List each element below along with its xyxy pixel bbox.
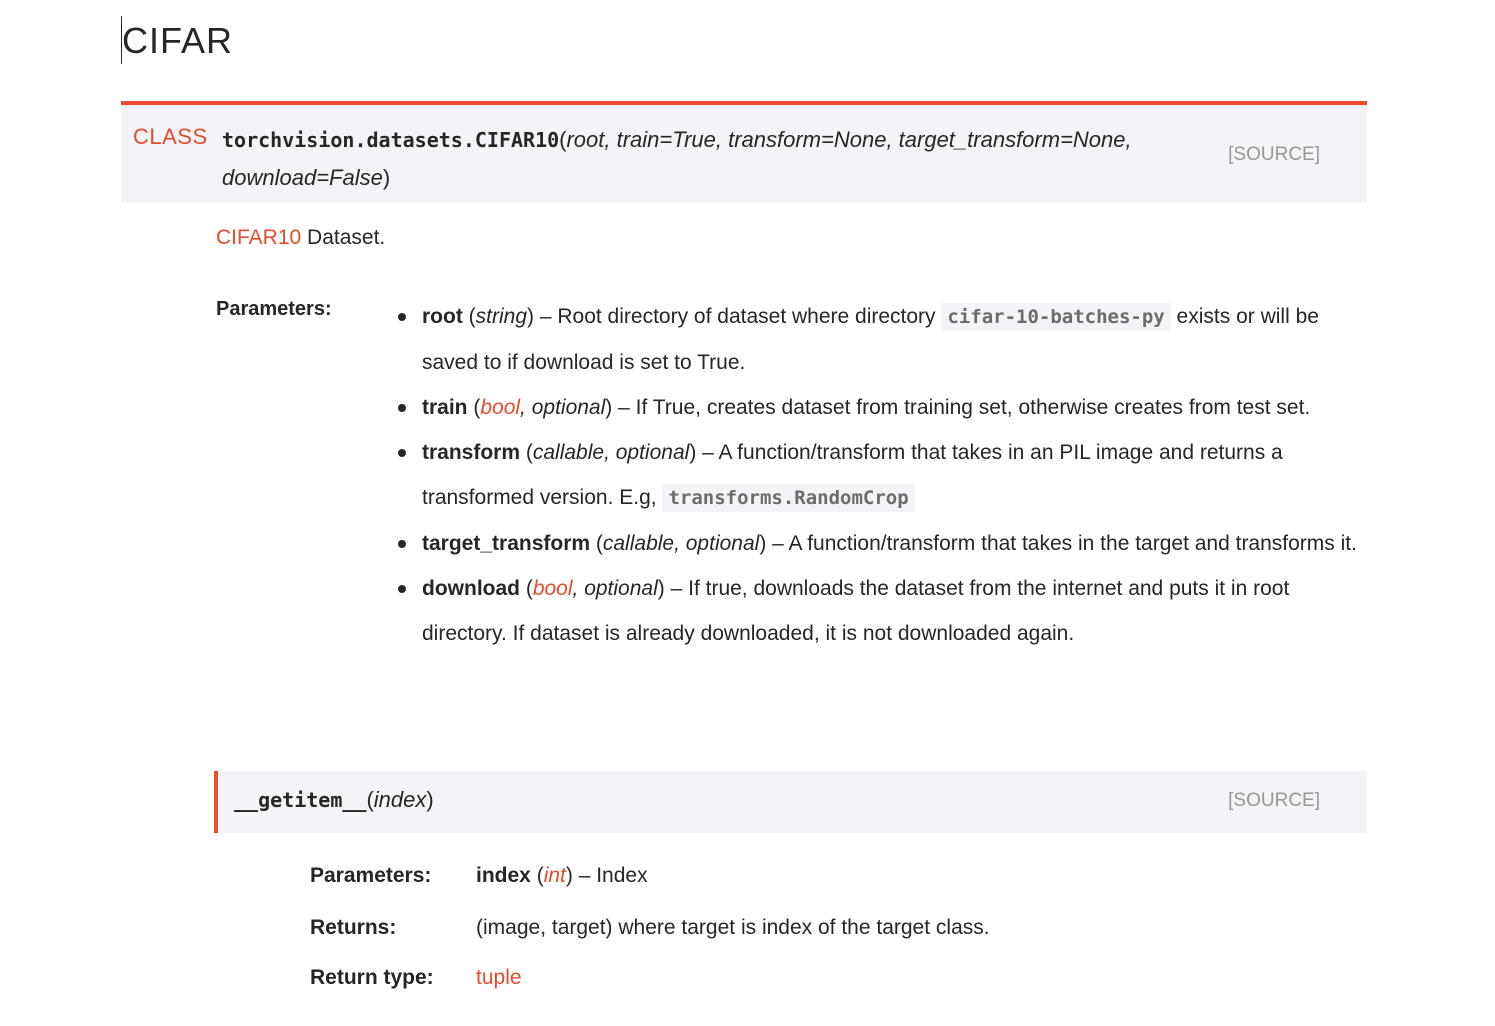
class-signature <box>121 101 1367 203</box>
param-name: root <box>422 305 463 328</box>
method-signature <box>214 771 1367 833</box>
class-signature-text <box>222 121 1222 197</box>
param-type-close: ) <box>689 441 697 464</box>
method-source-link[interactable]: [SOURCE] <box>1228 790 1320 811</box>
bullet-icon <box>398 540 406 548</box>
close-paren: ) <box>382 165 391 190</box>
bullet-icon <box>398 404 406 412</box>
param-type-open: ( <box>520 577 533 600</box>
inline-code: transforms.RandomCrop <box>662 484 914 512</box>
param-type-extra: , optional <box>520 396 606 419</box>
tuple-type-link[interactable]: tuple <box>476 966 522 989</box>
param-type-close: ) <box>657 577 665 600</box>
param-type-close: ) <box>565 864 573 887</box>
bool-type-link[interactable]: bool <box>532 577 573 600</box>
param-type: callable, optional <box>532 441 690 464</box>
list-item <box>395 294 1365 385</box>
open-paren: ( <box>366 787 374 812</box>
bullet-icon <box>398 449 406 457</box>
param-type-close: ) <box>605 396 613 419</box>
param-type-open: ( <box>520 441 533 464</box>
int-type-link[interactable]: int <box>543 864 566 887</box>
method-args: index <box>373 787 427 812</box>
param-name: target_transform <box>422 532 591 555</box>
list-item <box>395 385 1365 430</box>
param-name: train <box>422 396 468 419</box>
description-text: Dataset. <box>301 226 386 249</box>
cifar10-link[interactable]: CIFAR10 <box>216 226 302 249</box>
list-item <box>395 521 1365 566</box>
class-source-link[interactable]: [SOURCE] <box>1228 144 1320 165</box>
class-name: torchvision.datasets.CIFAR10 <box>222 128 560 152</box>
param-name: index <box>476 864 531 887</box>
param-name: download <box>422 577 520 600</box>
returns-label: Returns: <box>310 916 397 939</box>
class-keyword: CLASS <box>133 124 208 149</box>
param-desc: – A function/transform that takes in the target and transforms it. <box>766 532 1357 555</box>
method-parameters-body <box>476 864 648 888</box>
param-type: callable, optional <box>602 532 760 555</box>
param-type-close: ) <box>759 532 767 555</box>
param-type: string <box>475 305 528 328</box>
param-type-extra: , optional <box>572 577 658 600</box>
inline-code: cifar-10-batches-py <box>941 303 1170 331</box>
list-item <box>395 430 1365 521</box>
param-type-open: ( <box>530 864 544 887</box>
param-desc: – A function/transform that takes in an PIL image and returns a transformed version. E.g, <box>422 441 1283 509</box>
param-type-open: ( <box>462 305 476 328</box>
bullet-icon <box>398 313 406 321</box>
bool-type-link[interactable]: bool <box>480 396 521 419</box>
param-desc: – Root directory of dataset where directory <box>534 305 942 328</box>
param-desc: – If true, downloads the dataset from the internet and puts it in root directory. If dataset is already downloaded, it is not downloaded again. <box>422 577 1290 645</box>
bullet-icon <box>398 585 406 593</box>
list-item <box>395 566 1365 656</box>
open-paren: ( <box>559 127 567 152</box>
returns-text: (image, target) where target is index of the target class. <box>476 916 990 939</box>
param-desc: – Index <box>572 864 648 887</box>
class-description <box>216 226 385 250</box>
param-type-close: ) <box>527 305 535 328</box>
param-type-open: ( <box>467 396 481 419</box>
method-name: __getitem__ <box>234 788 367 812</box>
return-type-label: Return type: <box>310 966 434 989</box>
parameters-label: Parameters: <box>216 298 332 320</box>
class-args-line1: root, train=True, transform=None, target_transform=None, <box>566 127 1132 152</box>
close-paren: ) <box>426 787 434 812</box>
page-title: CIFAR <box>121 16 233 64</box>
class-args-line2: download=False <box>222 165 383 190</box>
param-name: transform <box>422 441 521 464</box>
param-desc-after: exists or will be saved to if download is set to True. <box>422 305 1319 374</box>
param-type-open: ( <box>590 532 603 555</box>
parameter-list <box>395 294 1365 656</box>
method-signature-text <box>234 787 434 813</box>
method-parameters-label: Parameters: <box>310 864 432 887</box>
param-desc: – If True, creates dataset from training set, otherwise creates from test set. <box>612 396 1311 419</box>
